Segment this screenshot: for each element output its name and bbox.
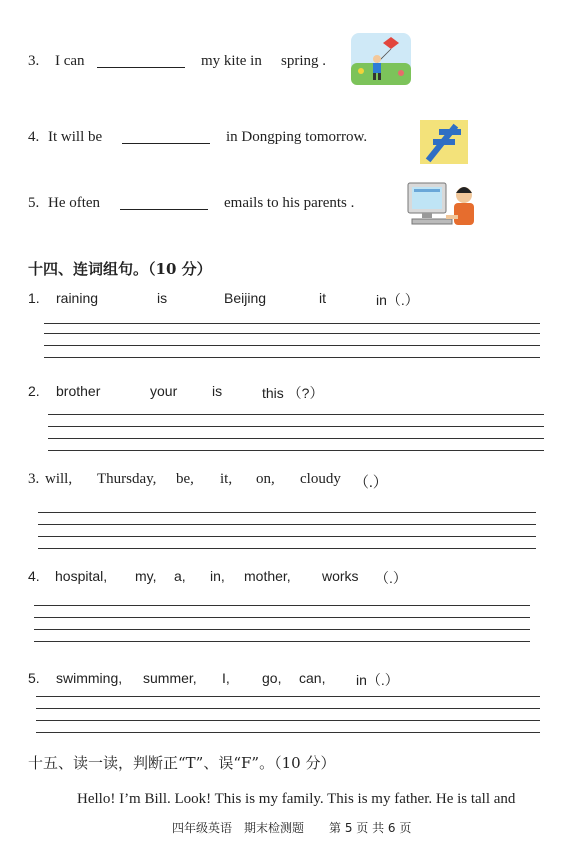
word: summer,	[143, 670, 197, 686]
word: mother,	[244, 568, 291, 584]
word: I,	[222, 670, 230, 686]
word: Beijing	[224, 290, 267, 306]
item-number: 2.	[28, 383, 40, 399]
item-text-after: emails to his parents .	[224, 195, 355, 211]
word: it	[319, 290, 326, 306]
item-number: 3.	[28, 53, 40, 69]
word: works	[322, 568, 359, 584]
section-14-title: 十四、连词组句。（10 分）	[28, 260, 212, 278]
word: on,	[256, 471, 275, 487]
item-number: 5.	[28, 670, 40, 686]
answer-blank[interactable]	[97, 67, 185, 68]
word: hospital,	[55, 568, 108, 584]
footer-title: 四年级英语 期末检测题	[172, 821, 305, 835]
word: this （?）	[262, 385, 324, 401]
word: a,	[174, 568, 186, 584]
word: my,	[135, 568, 157, 584]
page-number: 第 5 页 共 6 页	[329, 821, 412, 835]
item-number: 5.	[28, 195, 40, 211]
word: （.）	[375, 570, 407, 586]
word: will,	[45, 471, 73, 487]
word: is	[157, 290, 168, 306]
item-text-after: spring .	[281, 53, 326, 69]
word: in（.）	[376, 292, 419, 308]
word: in,	[210, 568, 225, 584]
answer-blank[interactable]	[122, 143, 210, 144]
word: is	[212, 383, 223, 399]
word: can,	[299, 670, 326, 686]
word: brother	[56, 383, 101, 399]
item-number: 3.	[28, 471, 40, 487]
item-text-before: It will be	[48, 129, 103, 145]
word: raining	[56, 290, 99, 306]
word: in（.）	[356, 672, 399, 688]
section-15-title: 十五、读一读，判断正“T”、误“F”。（10 分）	[28, 754, 336, 772]
word: （.）	[354, 475, 388, 491]
item-text-before: He often	[48, 195, 101, 211]
word: Thursday,	[97, 471, 157, 487]
word: swimming,	[56, 670, 123, 686]
item-number: 1.	[28, 290, 40, 306]
answer-blank[interactable]	[120, 209, 208, 210]
item-text-after: my kite in	[201, 53, 262, 69]
reading-passage: Hello! I’m Bill. Look! This is my family. This is my father. He is tall and	[77, 791, 516, 807]
item-number: 4.	[28, 129, 40, 145]
kite-flying-picture	[351, 33, 411, 85]
boy-at-computer-picture	[406, 175, 480, 231]
word: cloudy	[300, 471, 341, 487]
item-text-after: in Dongping tomorrow.	[226, 129, 368, 145]
word: go,	[262, 670, 282, 686]
item-number: 4.	[28, 568, 40, 584]
word: be,	[176, 471, 194, 487]
word: your	[150, 383, 178, 399]
item-text-before: I can	[55, 53, 85, 69]
word: it,	[220, 471, 233, 487]
windy-weather-symbol	[420, 120, 468, 164]
